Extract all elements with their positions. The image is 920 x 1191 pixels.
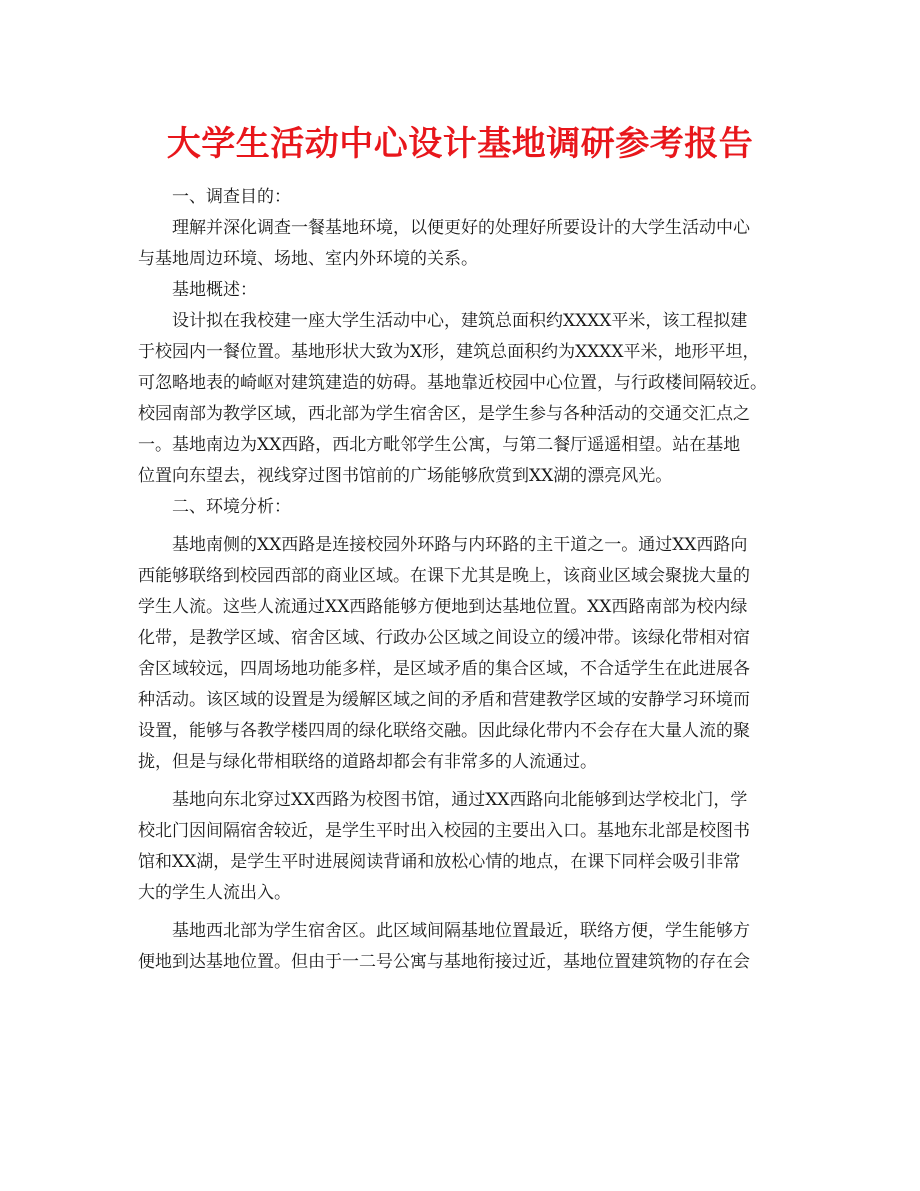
- text-line: 基地南侧的XX西路是连接校园外环路与内环路的主干道之一。通过XX西路向: [172, 535, 748, 555]
- text-line: 馆和XX湖，是学生平时进展阅读背诵和放松心情的地点，在课下同样会吸引非常: [138, 852, 741, 872]
- text-line: 基地概述：: [172, 280, 257, 300]
- text-line: 基地西北部为学生宿舍区。此区域间隔基地位置最近，联络方便，学生能够方: [172, 921, 750, 941]
- section-heading: [138, 182, 788, 213]
- text-line: 西能够联络到校园西部的商业区域。在课下尤其是晚上，该商业区域会聚拢大量的: [138, 566, 750, 586]
- text-line: 设计拟在我校建一座大学生活动中心，建筑总面积约XXXX平米，该工程拟建: [172, 311, 748, 331]
- text-line: 位置向东望去，视线穿过图书馆前的广场能够欣赏到XX湖的漂亮风光。: [138, 466, 673, 486]
- paragraph: [138, 306, 788, 492]
- text-line: 种活动。该区域的设置是为缓解区域之间的矛盾和营建教学区域的安静学习环境而: [138, 690, 750, 710]
- text-line: 学生人流。这些人流通过XX西路能够方便地到达基地位置。XX西路南部为校内绿: [138, 597, 748, 617]
- text-line: 二、环境分析：: [172, 497, 291, 517]
- document-body: [138, 182, 788, 978]
- section-heading: [138, 275, 788, 306]
- document-title: 大学生活动中心设计基地调研参考报告: [166, 124, 754, 164]
- text-line: 一、调查目的：: [172, 187, 291, 207]
- text-line: 拢，但是与绿化带相联络的道路却都会有非常多的人流通过。: [138, 752, 597, 772]
- text-line: 大的学生人流出入。: [138, 883, 291, 903]
- text-line: 一。基地南边为XX西路，西北方毗邻学生公寓，与第二餐厅遥遥相望。站在基地: [138, 435, 741, 455]
- text-line: 可忽略地表的崎岖对建筑建造的妨碍。基地靠近校园中心位置，与行政楼间隔较近。: [138, 373, 767, 393]
- paragraph: [138, 785, 788, 909]
- text-line: 理解并深化调查一餐基地环境，以便更好的处理好所要设计的大学生活动中心: [172, 218, 750, 238]
- text-line: 校园南部为教学区域，西北部为学生宿舍区，是学生参与各种活动的交通交汇点之: [138, 404, 750, 424]
- text-line: 设置，能够与各教学楼四周的绿化联络交融。因此绿化带内不会存在大量人流的聚: [138, 721, 750, 741]
- text-line: 化带，是教学区域、宿舍区域、行政办公区域之间设立的缓冲带。该绿化带相对宿: [138, 628, 750, 648]
- text-line: 便地到达基地位置。但由于一二号公寓与基地衔接过近，基地位置建筑物的存在会: [138, 952, 750, 972]
- paragraph: [138, 530, 788, 778]
- text-line: 基地向东北穿过XX西路为校图书馆，通过XX西路向北能够到达学校北门，学: [172, 790, 748, 810]
- paragraph: [138, 213, 788, 275]
- text-line: 与基地周边环境、场地、室内外环境的关系。: [138, 249, 478, 269]
- section-heading: [138, 492, 788, 523]
- paragraph: [138, 916, 788, 978]
- text-line: 舍区域较远，四周场地功能多样，是区域矛盾的集合区域，不合适学生在此进展各: [138, 659, 750, 679]
- text-line: 校北门因间隔宿舍较近，是学生平时出入校园的主要出入口。基地东北部是校图书: [138, 821, 750, 841]
- text-line: 于校园内一餐位置。基地形状大致为X形，建筑总面积约为XXXX平米，地形平坦，: [138, 342, 760, 362]
